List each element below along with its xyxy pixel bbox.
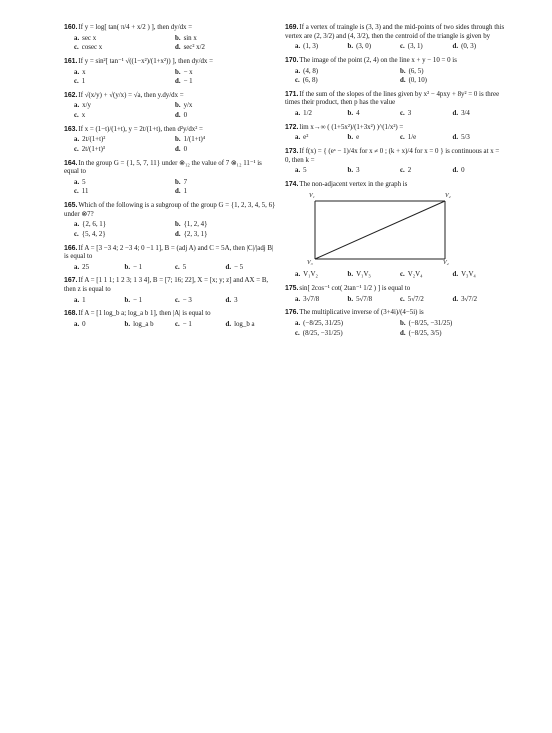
option-text: {2, 6, 1} — [82, 221, 107, 229]
option-letter: d. — [175, 188, 181, 196]
question-text: If √(x/y) + √(y/x) = √a, then y.dy/dx = — [78, 91, 184, 99]
question-text: If f(x) = { (eˣ − 1)/4x for x ≠ 0 ; (k + x)/4 for x = 0 } is continuous at x = 0, then k = — [285, 147, 500, 164]
question-text: If A = [3 −3 4; 2 −3 4; 0 −1 1], B = (adj A) and C = 5A, then |C|/|adj B| is equal to — [64, 244, 274, 261]
option — [175, 221, 276, 230]
question-number: 171. — [285, 90, 299, 98]
option — [453, 110, 506, 119]
option-letter: c. — [295, 329, 300, 337]
option-text: − 1 — [133, 296, 143, 304]
option — [400, 271, 453, 280]
option — [175, 69, 276, 78]
question-number: 176. — [285, 309, 299, 317]
option-text: 1 — [82, 296, 86, 304]
question-number: 164. — [64, 159, 78, 167]
option — [348, 110, 401, 119]
option — [453, 296, 506, 305]
option-letter: b. — [347, 167, 354, 175]
option — [74, 112, 175, 121]
option-text: 5 — [182, 263, 187, 271]
options — [64, 69, 276, 87]
question-number: 169. — [285, 24, 299, 31]
option — [453, 167, 506, 176]
question — [64, 202, 276, 240]
option-text: {1, 2, 4} — [183, 221, 208, 229]
option-text: (0, 10) — [408, 77, 427, 85]
option-letter: d. — [452, 134, 459, 142]
option — [175, 146, 276, 155]
question — [64, 126, 276, 155]
question — [285, 148, 505, 176]
option-letter: a. — [295, 110, 301, 117]
question-number: 162. — [64, 91, 78, 99]
option-letter: c. — [74, 44, 79, 52]
option-letter: c. — [400, 167, 405, 175]
options — [64, 264, 276, 273]
option-letter: b. — [175, 178, 181, 186]
option-letter: d. — [175, 145, 181, 153]
option-text: 1/2 — [303, 110, 312, 117]
option-text: V₁V₂ — [303, 271, 318, 279]
option-letter: b. — [124, 296, 131, 304]
option — [400, 296, 453, 305]
option-letter: b. — [175, 221, 181, 229]
option — [125, 321, 176, 330]
option-text: (6, 5) — [408, 67, 424, 75]
option-text: 1/(1+t)⁴ — [183, 136, 206, 144]
option-letter: b. — [347, 110, 354, 117]
option-text: − 3 — [182, 296, 192, 304]
option-letter: d. — [452, 271, 459, 279]
question-number: 161. — [64, 57, 78, 65]
option — [348, 167, 401, 176]
option-letter: c. — [175, 263, 180, 271]
option-letter: d. — [452, 295, 459, 303]
option — [175, 78, 276, 87]
option-letter: c. — [74, 145, 79, 153]
question-text: If a vertex of traingle is (3, 3) and the mid-points of two sides through this vertex are (2, 3/2) and (4, 3/2), then the centroid of the triangle is given by — [285, 24, 505, 40]
option-letter: a. — [74, 296, 80, 304]
question-number: 166. — [64, 244, 78, 252]
option — [74, 179, 175, 188]
option-letter: a. — [74, 221, 80, 229]
option — [74, 321, 125, 330]
options — [64, 35, 276, 53]
question-text: sin[ 2cos⁻¹ cot( 2tan⁻¹ 1/2 ) ] is equal to — [299, 285, 411, 292]
option-text: 5 — [303, 167, 307, 175]
question — [285, 181, 505, 280]
option-text: 3 — [407, 110, 412, 117]
graph-edge — [315, 201, 445, 259]
option — [400, 320, 505, 329]
option-text: − 1 — [183, 78, 193, 86]
option — [400, 68, 505, 77]
option-letter: b. — [124, 320, 131, 328]
question-text: If x = (1−t)/(1+t), y = 2t/(1+t), then d²y/dx² = — [78, 125, 203, 133]
option-letter: c. — [175, 320, 180, 328]
graph-diagram — [305, 193, 455, 267]
option-text: (−8/25, 31/25) — [303, 319, 344, 327]
question-text: The non-adjacent vertex in the graph is — [299, 180, 408, 188]
option-text: 1 — [183, 188, 188, 196]
option — [74, 35, 175, 44]
option-letter: d. — [175, 230, 181, 238]
question-number: 170. — [285, 56, 299, 64]
option-text: 5 — [82, 178, 86, 186]
option-letter: c. — [400, 43, 405, 51]
option — [175, 44, 276, 53]
option-text: 5/3 — [461, 134, 470, 142]
option-letter: d. — [175, 44, 181, 52]
option — [348, 134, 401, 143]
left-column — [64, 24, 276, 335]
question — [285, 57, 505, 86]
option-letter: b. — [400, 67, 406, 75]
option-letter: a. — [74, 320, 80, 328]
option — [74, 221, 175, 230]
option-letter: a. — [74, 178, 80, 186]
option — [295, 134, 348, 143]
option — [295, 320, 400, 329]
option-letter: b. — [400, 319, 406, 327]
option-text: − 1 — [182, 320, 192, 328]
question-number: 173. — [285, 147, 299, 155]
option-text: V₃V₄ — [461, 271, 476, 279]
option — [295, 77, 400, 86]
option — [125, 264, 176, 273]
option-letter: a. — [74, 68, 80, 76]
option-text: (3, 1) — [407, 43, 423, 51]
question — [285, 309, 505, 338]
question-number: 172. — [285, 123, 299, 131]
option — [348, 271, 401, 280]
option — [74, 264, 125, 273]
option-text: 2t/(1+t)³ — [81, 145, 105, 153]
option-letter: a. — [295, 319, 301, 327]
options — [285, 320, 505, 338]
option — [295, 167, 348, 176]
option-text: 3 — [234, 296, 238, 304]
question-number: 160. — [64, 24, 78, 31]
question — [285, 124, 505, 143]
option-text: e — [356, 134, 360, 142]
option-text: 0 — [461, 167, 465, 175]
option — [295, 68, 400, 77]
option-text: − 1 — [133, 263, 143, 271]
options — [285, 167, 505, 176]
option-text: 11 — [81, 188, 89, 196]
option-letter: d. — [225, 263, 232, 271]
option — [175, 35, 276, 44]
option — [74, 146, 175, 155]
question-number: 174. — [285, 180, 299, 188]
option-letter: d. — [452, 110, 459, 117]
option — [400, 167, 453, 176]
option — [74, 69, 175, 78]
option-text: 0 — [82, 320, 86, 328]
option — [74, 297, 125, 306]
option-text: 2t/(1+t)² — [82, 136, 106, 144]
vertex-label: V₃ — [307, 260, 313, 267]
question-number: 175. — [285, 285, 299, 292]
option-text: x — [81, 112, 86, 119]
question-text: The multiplicative inverse of (3+4i)/(4−5i) is — [299, 309, 424, 317]
question-number: 165. — [64, 202, 78, 209]
question-text: If the sum of the slopes of the lines given by x² − 4pxy + 8y² = 0 is three times their product, then p has the value — [285, 90, 500, 107]
option-letter: a. — [74, 102, 80, 110]
option-text: sec x — [82, 34, 97, 42]
option — [175, 321, 226, 330]
option-letter: a. — [295, 43, 301, 51]
option — [175, 264, 226, 273]
option — [175, 297, 226, 306]
option — [74, 102, 175, 111]
option-letter: b. — [347, 43, 354, 51]
option-text: (8/25, −31/25) — [302, 329, 343, 337]
option-letter: c. — [400, 295, 405, 303]
option-text: log_b a — [234, 320, 255, 328]
option-letter: c. — [400, 271, 405, 279]
option-letter: a. — [74, 136, 80, 144]
right-column — [285, 24, 505, 343]
option-text: 3√7/2 — [461, 295, 478, 303]
option-text: x/y — [82, 102, 91, 110]
option — [400, 43, 453, 52]
option-text: e² — [303, 134, 309, 142]
option-text: log_a b — [133, 320, 154, 328]
option-letter: b. — [347, 271, 354, 279]
options — [285, 271, 505, 280]
options — [285, 134, 505, 143]
option-text: cosec x — [81, 44, 103, 52]
option-text: (0, 3) — [461, 43, 476, 51]
question — [64, 92, 276, 121]
option-letter: d. — [175, 112, 181, 119]
option — [226, 264, 277, 273]
question-number: 168. — [64, 310, 78, 318]
option-text: V₁V₃ — [356, 271, 371, 279]
option-letter: d. — [225, 296, 232, 304]
option-text: 3√7/8 — [303, 295, 320, 303]
option — [400, 134, 453, 143]
option — [175, 231, 276, 240]
option-text: (1, 3) — [303, 43, 319, 51]
option — [453, 134, 506, 143]
question — [64, 58, 276, 87]
option-text: 5√7/2 — [407, 295, 424, 303]
options — [64, 221, 276, 239]
options — [64, 297, 276, 306]
option-text: sec² x/2 — [183, 44, 205, 52]
option-letter: a. — [74, 263, 80, 271]
option — [74, 44, 175, 53]
option-text: y/x — [183, 102, 193, 110]
option — [226, 297, 277, 306]
option-letter: c. — [400, 134, 405, 142]
option-letter: d. — [225, 320, 232, 328]
option — [74, 78, 175, 87]
option-letter: b. — [175, 136, 181, 144]
option-text: {2, 3, 1} — [183, 230, 208, 238]
option-letter: c. — [74, 78, 79, 86]
option-letter: b. — [347, 295, 354, 303]
option — [400, 110, 453, 119]
option-letter: c. — [74, 188, 79, 196]
option-letter: d. — [400, 329, 406, 337]
option-text: (−8/25, −31/25) — [408, 319, 453, 327]
option — [453, 271, 506, 280]
graph-svg — [305, 193, 455, 267]
option — [175, 179, 276, 188]
option — [295, 296, 348, 305]
question-text: If A = [1 log_b a; log_a b 1], then |A| is equal to — [78, 310, 211, 318]
option — [348, 43, 401, 52]
option-text: 0 — [183, 145, 188, 153]
option — [400, 330, 505, 339]
option-letter: d. — [175, 78, 181, 86]
question — [64, 277, 276, 305]
option-text: − x — [183, 68, 193, 76]
option-text: 4 — [356, 110, 360, 117]
vertex-label: V₂ — [445, 193, 451, 200]
option-text: 25 — [82, 263, 90, 271]
option — [453, 43, 506, 52]
question — [285, 91, 505, 119]
question-text: If y = log[ tan( π/4 + x/2 ) ], then dy/dx = — [78, 24, 193, 31]
option-text: 2 — [407, 167, 412, 175]
options — [285, 68, 505, 86]
vertex-label: V₄ — [443, 260, 449, 267]
option-letter: a. — [74, 34, 80, 42]
question-text: lim x→∞ ( (1+5x²)/(1+3x²) )^(1/x²) = — [299, 123, 404, 131]
option — [74, 231, 175, 240]
option-letter: b. — [347, 134, 354, 142]
option-text: − 5 — [234, 263, 244, 271]
question — [64, 160, 276, 198]
option-letter: d. — [452, 167, 459, 175]
option-letter: c. — [74, 112, 79, 119]
question — [285, 285, 505, 304]
option — [175, 102, 276, 111]
question-text: The image of the point (2, 4) on the line x + y − 10 = 0 is — [299, 56, 457, 64]
question-text: If A = [1 1 1; 1 2 3; 1 3 4], B = [7; 16; 22], X = [x; y; z] and AX = B, then z is equal to — [64, 277, 269, 293]
question — [64, 245, 276, 273]
option-text: (−8/25, 3/5) — [408, 329, 442, 337]
option-letter: a. — [295, 271, 301, 279]
option — [175, 136, 276, 145]
option-letter: a. — [295, 167, 301, 175]
question-text: Which of the following is a subgroup of the group G = {1, 2, 3, 4, 5, 6} under ⊗7? — [64, 202, 276, 218]
question-number: 163. — [64, 125, 78, 133]
option — [175, 112, 276, 121]
option-letter: b. — [124, 263, 131, 271]
options — [285, 43, 505, 52]
options — [285, 296, 505, 305]
option-text: 5√7/8 — [356, 295, 373, 303]
option-text: 1/e — [407, 134, 417, 142]
option — [295, 330, 400, 339]
question — [285, 24, 505, 52]
option-letter: c. — [400, 110, 405, 117]
options — [64, 321, 276, 330]
option — [125, 297, 176, 306]
option — [175, 188, 276, 197]
options — [64, 102, 276, 120]
option-letter: a. — [295, 295, 301, 303]
question-text: If y = sin²[ tan⁻¹ √((1−x²)/(1+x²)) ], then dy/dx = — [78, 57, 213, 65]
option-text: (3, 0) — [356, 43, 371, 51]
option-text: 1 — [81, 78, 86, 86]
question-number: 167. — [64, 277, 78, 285]
option — [295, 271, 348, 280]
option-letter: c. — [74, 230, 79, 238]
option-text: 3 — [356, 167, 360, 175]
option-letter: b. — [175, 68, 181, 76]
option-letter: b. — [175, 102, 181, 110]
option — [226, 321, 277, 330]
option — [348, 296, 401, 305]
options — [64, 179, 276, 197]
option-text: 3/4 — [461, 110, 470, 117]
option-letter: d. — [452, 43, 459, 51]
option-letter: a. — [295, 134, 301, 142]
option-text: (4, 8) — [303, 67, 319, 75]
option-text: {5, 4, 2} — [81, 230, 106, 238]
option-letter: c. — [175, 296, 180, 304]
option-text: x — [82, 68, 86, 76]
question-text: In the group G = {1, 5, 7, 11} under ⊗₁₂ the value of 7 ⊗₁₂ 11⁻¹ is equal to — [64, 159, 262, 176]
option-letter: d. — [400, 77, 406, 85]
option — [400, 77, 505, 86]
option-text: 0 — [183, 112, 188, 119]
option — [74, 136, 175, 145]
option-text: V₂V₄ — [407, 271, 423, 279]
question — [64, 310, 276, 329]
option-letter: a. — [295, 67, 301, 75]
option-text: 7 — [183, 178, 188, 186]
options — [285, 110, 505, 119]
option-text: (6, 8) — [302, 77, 318, 85]
vertex-label: V₁ — [309, 193, 315, 200]
option-letter: b. — [175, 34, 181, 42]
option — [74, 188, 175, 197]
options — [64, 136, 276, 154]
option — [295, 110, 348, 119]
option-letter: c. — [295, 77, 300, 85]
option-text: sin x — [183, 34, 197, 42]
question — [64, 24, 276, 53]
option — [295, 43, 348, 52]
